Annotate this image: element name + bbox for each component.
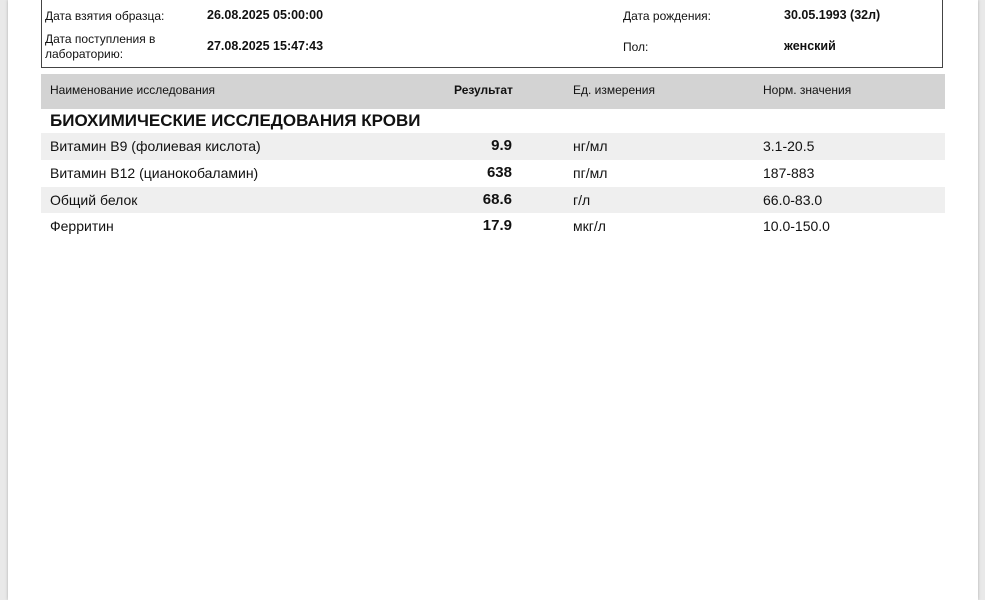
birth-date-label: Дата рождения: (623, 9, 711, 23)
test-unit: нг/мл (573, 138, 608, 154)
sex-label: Пол: (623, 40, 649, 54)
sample-taken-value: 26.08.2025 05:00:00 (207, 8, 324, 22)
header-name: Наименование исследования (50, 83, 216, 97)
received-value: 27.08.2025 15:47:43 (207, 39, 324, 53)
received-label: Дата поступления в лабораторию: (45, 32, 156, 61)
table-header (41, 74, 945, 109)
table-row (41, 133, 945, 160)
test-result: 17.9 (482, 217, 512, 235)
birth-date-value: 30.05.1993 (32л) (784, 8, 881, 22)
test-name: Ферритин (50, 218, 114, 235)
table-row (41, 213, 945, 240)
test-norm: 3.1-20.5 (763, 138, 815, 154)
test-name: Витамин B9 (фолиевая кислота) (50, 138, 261, 154)
test-name: Общий белок (50, 191, 138, 208)
test-unit: г/л (573, 191, 591, 208)
header-result: Результат (454, 83, 513, 97)
test-result: 9.9 (491, 137, 512, 154)
test-result: 638 (486, 163, 512, 181)
header-norm: Норм. значения (763, 83, 852, 97)
test-norm: 66.0-83.0 (763, 191, 823, 208)
test-unit: пг/мл (573, 164, 608, 181)
results-table (41, 74, 945, 240)
test-unit: мкг/л (573, 218, 606, 235)
test-norm: 10.0-150.0 (763, 218, 830, 235)
header-unit: Ед. измерения (573, 83, 655, 97)
test-result: 68.6 (482, 190, 512, 208)
sample-taken-label: Дата взятия образца: (45, 9, 165, 23)
document-page (8, 0, 978, 600)
table-row (41, 187, 945, 214)
test-norm: 187-883 (763, 164, 815, 181)
test-name: Витамин B12 (цианокобаламин) (50, 164, 259, 181)
section-title: БИОХИМИЧЕСКИЕ ИССЛЕДОВАНИЯ КРОВИ (50, 111, 421, 130)
table-row (41, 160, 945, 187)
sex-value: женский (784, 39, 836, 53)
patient-info-box (41, 0, 943, 68)
